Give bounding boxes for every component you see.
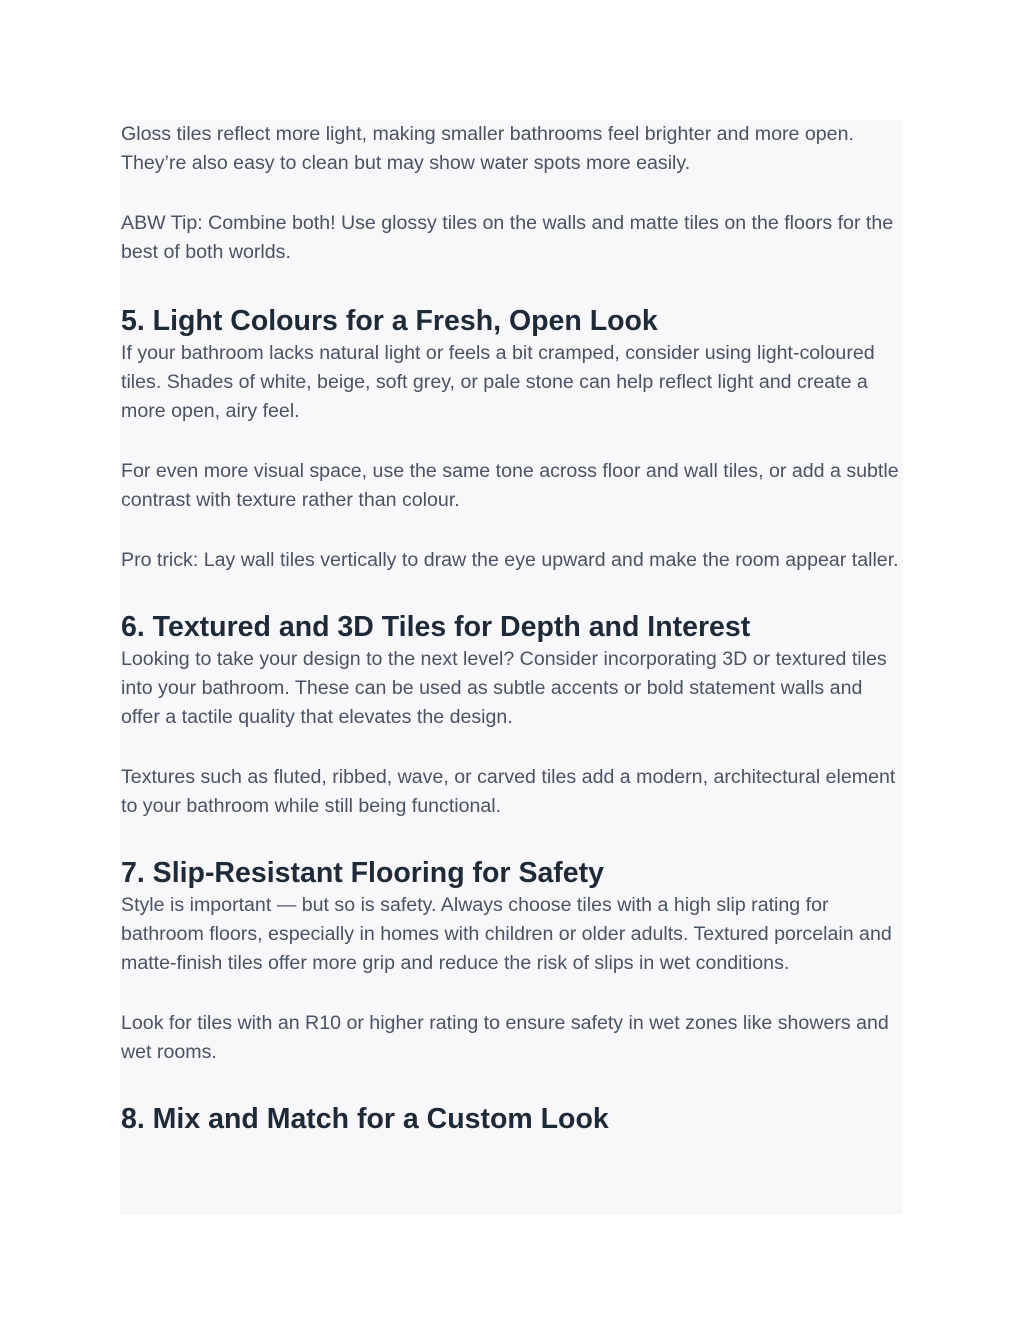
paragraph-textured-intro: Looking to take your design to the next level? Consider incorporating 3D or textured tiles into your bathroom. These can be used as subtle accents or bold statement walls and offer a tactile quality that elevates the design.: [121, 648, 887, 728]
paragraph-visual-space: For even more visual space, use the same tone across floor and wall tiles, or add a subtle contrast with texture rather than colour.: [121, 460, 899, 511]
article-content: [121, 120, 903, 1137]
paragraph-pro-trick: Pro trick: Lay wall tiles vertically to draw the eye upward and make the room appear taller.: [121, 549, 899, 571]
heading-textured-tiles: 6. Textured and 3D Tiles for Depth and Interest: [121, 611, 751, 643]
paragraph-gloss-tiles: Gloss tiles reflect more light, making smaller bathrooms feel brighter and more open. They’re also easy to clean but may show water spots more easily.: [121, 123, 854, 174]
paragraph-texture-types: Textures such as fluted, ribbed, wave, or carved tiles add a modern, architectural element to your bathroom while still being functional.: [121, 766, 896, 817]
paragraph-light-colours-intro: If your bathroom lacks natural light or feels a bit cramped, consider using light-coloured tiles. Shades of white, beige, soft grey, or pale stone can help reflect light and create a more open, airy feel.: [121, 342, 875, 422]
heading-light-colours: 5. Light Colours for a Fresh, Open Look: [121, 305, 658, 337]
paragraph-r10-rating: Look for tiles with an R10 or higher rating to ensure safety in wet zones like showers and wet rooms.: [121, 1012, 889, 1063]
paragraph-abw-tip: ABW Tip: Combine both! Use glossy tiles on the walls and matte tiles on the floors for the best of both worlds.: [121, 212, 894, 263]
heading-slip-resistant: 7. Slip-Resistant Flooring for Safety: [121, 857, 604, 889]
heading-mix-and-match: 8. Mix and Match for a Custom Look: [121, 1103, 609, 1135]
paragraph-slip-intro: Style is important — but so is safety. Always choose tiles with a high slip rating for bathroom floors, especially in homes with children or older adults. Textured porcelain and matte-finish tiles offer more grip and reduce the risk of slips in wet conditions.: [121, 894, 892, 974]
